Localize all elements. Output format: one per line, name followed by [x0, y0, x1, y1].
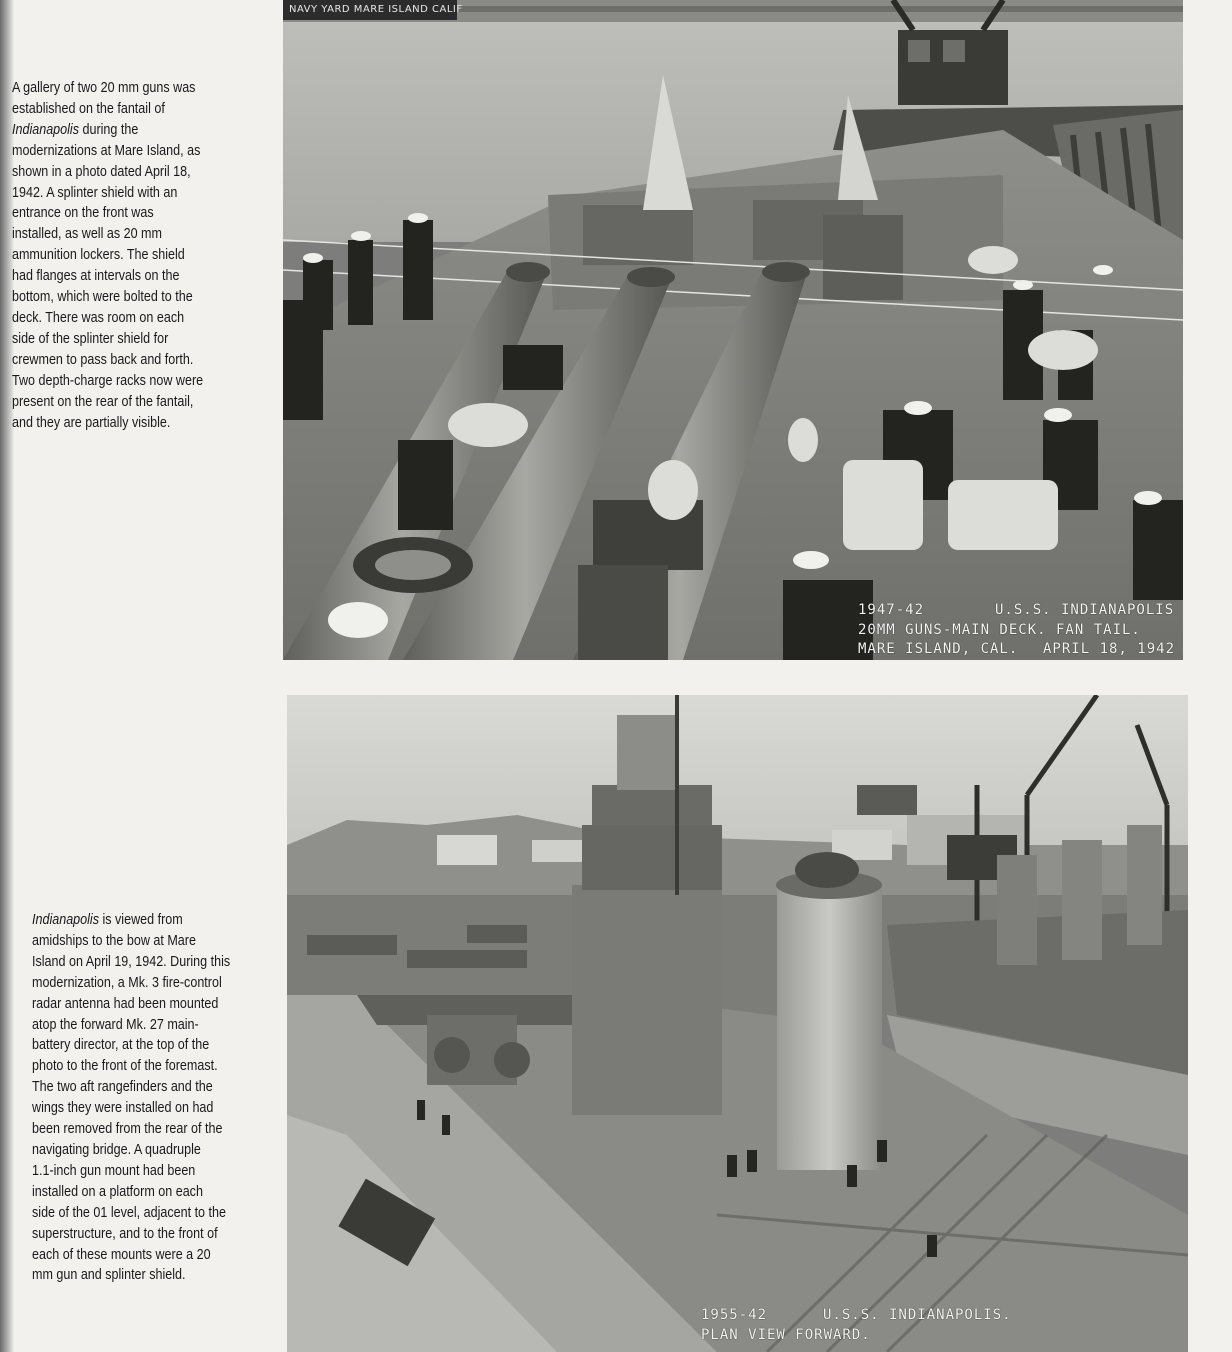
- caption-line-rest: is viewed from: [98, 912, 183, 928]
- photo-stamp-date: APRIL 18, 1942: [1043, 641, 1176, 657]
- caption-line: modernization, a Mk. 3 fire-control: [32, 974, 222, 991]
- caption-line: each of these mounts were a 20: [32, 1246, 211, 1263]
- caption-line: installed on a platform on each: [32, 1183, 203, 1200]
- photo-stamp-number: 1947-42: [858, 602, 925, 618]
- caption-line: A gallery of two 20 mm guns was: [12, 80, 196, 96]
- caption-line: been removed from the rear of the: [32, 1121, 223, 1138]
- caption-line: side of the splinter shield for: [12, 330, 169, 347]
- caption-line-rest: during the: [78, 121, 139, 138]
- navy-yard-sign: NAVY YARD MARE ISLAND CALIF: [283, 0, 457, 20]
- ship-name: Indianapolis: [12, 121, 79, 138]
- caption-line: shown in a photo dated April 18,: [12, 163, 191, 180]
- caption-line: side of the 01 level, adjacent to the: [32, 1204, 226, 1221]
- caption-line: had flanges at intervals on the: [12, 268, 180, 285]
- caption-line: bottom, which were bolted to the: [12, 289, 193, 306]
- caption-line: The two aft rangefinders and the: [32, 1079, 213, 1096]
- photo-stamp-location: MARE ISLAND, CAL.: [858, 641, 1019, 657]
- caption-bottom: [32, 910, 230, 1286]
- caption-line: battery director, at the top of the: [32, 1037, 210, 1054]
- photo-stamp-number: 1955-42: [701, 1307, 768, 1323]
- caption-line: amidships to the bow at Mare: [32, 932, 196, 949]
- photo-bow-illustration: [287, 695, 1188, 1352]
- caption-line: deck. There was room on each: [12, 309, 185, 326]
- caption-top: [12, 78, 203, 433]
- caption-line: radar antenna had been mounted: [32, 995, 219, 1012]
- caption-line: [32, 910, 230, 931]
- caption-line: and they are partially visible.: [12, 414, 171, 431]
- photo-stamp-subject: 20MM GUNS-MAIN DECK. FAN TAIL.: [858, 622, 1141, 638]
- caption-line: superstructure, and to the front of: [32, 1225, 218, 1242]
- photo-stamp-ship: U.S.S. INDIANAPOLIS: [995, 602, 1175, 618]
- caption-line: navigating bridge. A quadruple: [32, 1141, 201, 1158]
- caption-line: ammunition lockers. The shield: [12, 247, 185, 264]
- caption-line: wings they were installed on had: [32, 1100, 214, 1117]
- caption-line: entrance on the front was: [12, 205, 154, 222]
- caption-line: crewmen to pass back and forth.: [12, 351, 194, 368]
- caption-line: Two depth-charge racks now were: [12, 372, 204, 389]
- photo-stamp-ship: U.S.S. INDIANAPOLIS.: [823, 1307, 1012, 1323]
- caption-line: established on the fantail of: [12, 100, 165, 117]
- caption-line: mm gun and splinter shield.: [32, 1267, 186, 1284]
- caption-line: [12, 120, 203, 141]
- photo-stamp-subject: PLAN VIEW FORWARD.: [701, 1327, 871, 1343]
- caption-line: present on the rear of the fantail,: [12, 393, 194, 410]
- photo-plan-view-forward: [287, 695, 1188, 1352]
- caption-line: 1942. A splinter shield with an: [12, 184, 178, 201]
- caption-line: atop the forward Mk. 27 main-: [32, 1016, 199, 1033]
- ship-name: Indianapolis: [32, 912, 99, 928]
- photo-fantail-illustration: [283, 0, 1183, 660]
- caption-line: Island on April 19, 1942. During this: [32, 953, 231, 970]
- caption-line: 1.1-inch gun mount had been: [32, 1162, 196, 1179]
- caption-line: installed, as well as 20 mm: [12, 226, 162, 243]
- caption-line: modernizations at Mare Island, as: [12, 142, 201, 159]
- caption-line: photo to the front of the foremast.: [32, 1058, 218, 1075]
- photo-fantail-guns: [283, 0, 1183, 660]
